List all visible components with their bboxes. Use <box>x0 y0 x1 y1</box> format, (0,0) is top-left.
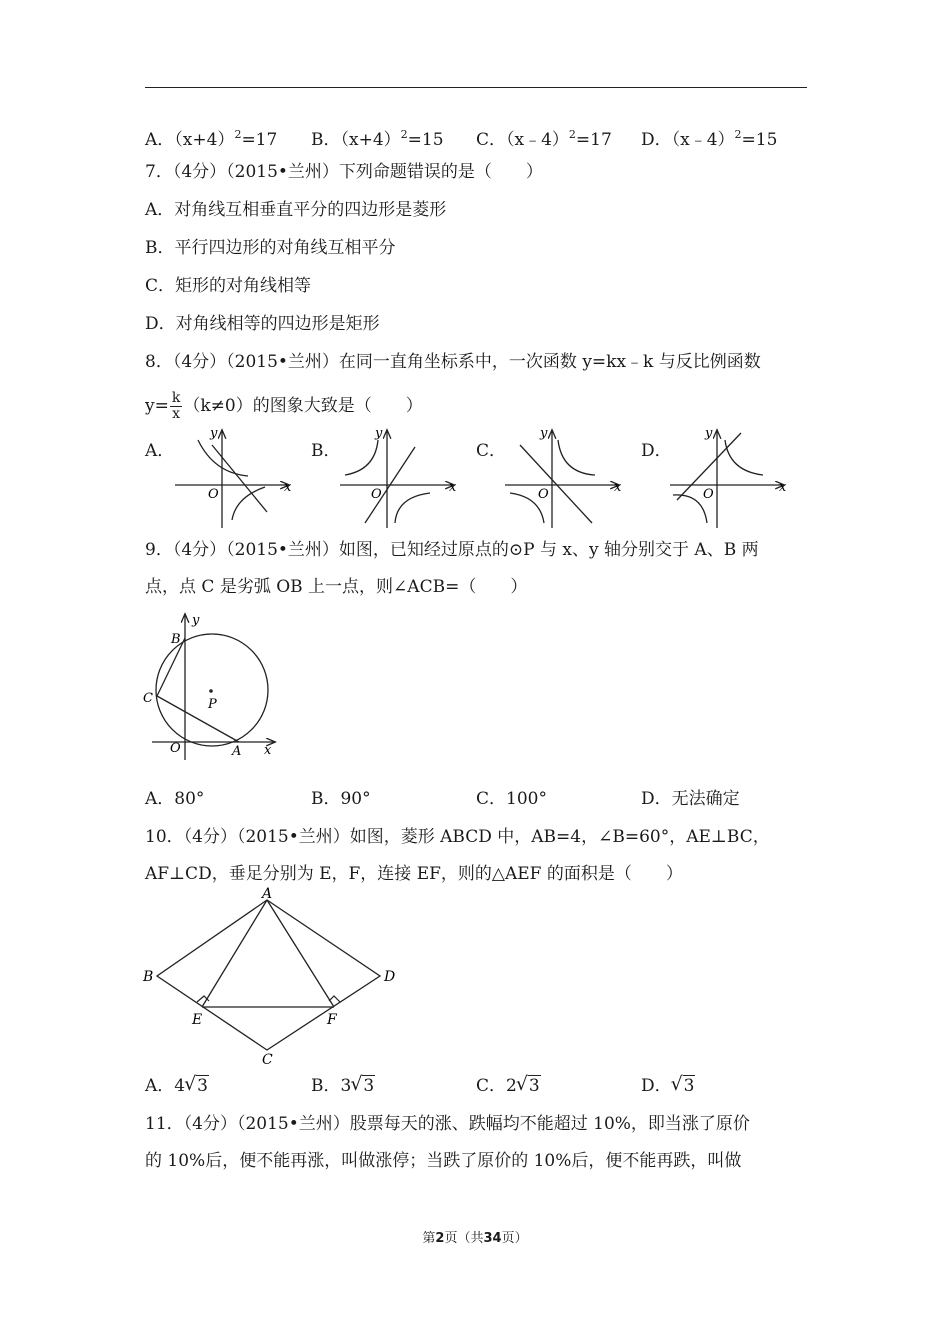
q9-option-a: A．80° <box>145 789 205 809</box>
right-angle-mark-e <box>197 996 209 1002</box>
q6-option-b: B．$(x+4)^2=15$ <box>311 128 444 150</box>
q11-line1: 11．（4分）（2015•兰州）股票每天的涨、跌幅均不能超过 10%，即当涨了原价 <box>145 1114 750 1134</box>
q8-graph-d <box>665 425 790 530</box>
q6-option-d: D．（x﹣4）$^2$=15 <box>641 128 778 150</box>
label-b: B <box>171 632 181 647</box>
q7-stem: 7．（4分）（2015•兰州）下列命题错误的是（ ） <box>145 162 543 182</box>
sqrt-symbol: √ 3 <box>185 1075 209 1097</box>
q8-option-b-label: B． <box>311 441 341 461</box>
y-axis-label: y <box>705 426 713 441</box>
x-axis-label: x <box>284 480 292 495</box>
sqrt-symbol: √ 3 <box>351 1075 375 1097</box>
q10-rhombus-figure <box>135 888 410 1068</box>
rhombus-abcd <box>157 900 380 1050</box>
label-p: P <box>208 697 217 712</box>
q7-option-a: A．对角线互相垂直平分的四边形是菱形 <box>145 200 447 220</box>
y-axis-label: y <box>375 426 383 441</box>
q10-stem-line1: 10．（4分）（2015•兰州）如图，菱形 ABCD 中，AB=4，∠B=60°，AE⊥BC， <box>145 827 770 847</box>
label-y: y <box>192 613 200 628</box>
q10-stem-line2: AF⊥CD，垂足分别为 E，F，连接 EF，则的△AEF 的面积是（ ） <box>145 864 683 884</box>
y-axis-label: y <box>540 426 548 441</box>
hyperbola-branch <box>725 440 763 475</box>
origin-label: O <box>371 487 382 502</box>
q8-graph-a <box>170 425 295 530</box>
q9-stem-line2: 点，点 C 是劣弧 OB 上一点，则∠ACB=（ ） <box>145 577 528 597</box>
q8-option-a-label: A． <box>145 441 175 461</box>
q8-stem-line2: y= $\frac{k}{x}$ （k≠0）的图象大致是（ ） <box>145 390 423 422</box>
origin-label: O <box>538 487 549 502</box>
q10-option-a: A．4√ 3 <box>145 1075 209 1097</box>
q8-option-d-label: D． <box>641 441 672 461</box>
q10-option-c: C．2√ 3 <box>476 1075 541 1097</box>
label-a: A <box>232 744 242 759</box>
linear-function-line <box>520 445 592 523</box>
center-point-p <box>209 689 213 693</box>
page-footer: 第2页（共34页） <box>422 1231 528 1246</box>
segment-af <box>267 900 334 1007</box>
origin-label: O <box>703 487 714 502</box>
hyperbola-branch <box>395 493 430 523</box>
y-axis-label: y <box>210 426 218 441</box>
q8-graph-c <box>500 425 625 530</box>
label-x: x <box>264 743 272 758</box>
q9-option-c: C．100° <box>476 789 547 809</box>
label-b: B <box>143 969 154 985</box>
segment-ae <box>202 900 267 1007</box>
header-rule <box>145 87 807 88</box>
sqrt-symbol: √ 3 <box>517 1075 541 1097</box>
segment-ca <box>157 696 239 742</box>
q7-option-c: C．矩形的对角线相等 <box>145 276 312 296</box>
x-axis-label: x <box>779 480 787 495</box>
q8-option-c-label: C． <box>476 441 507 461</box>
q9-stem-line1: 9．（4分）（2015•兰州）如图，已知经过原点的⊙P 与 x、y 轴分别交于 A、B 两 <box>145 540 759 560</box>
label-e: E <box>192 1012 203 1028</box>
x-axis-label: x <box>614 480 622 495</box>
label-o: O <box>170 741 181 756</box>
label-d: D <box>384 969 396 985</box>
label-c: C <box>143 691 153 706</box>
q8-stem-line1: 8．（4分）（2015•兰州）在同一直角坐标系中，一次函数 y=kx﹣k 与反比例函数 <box>145 352 761 372</box>
linear-function-line <box>212 445 267 512</box>
q8-graph-b <box>335 425 460 530</box>
label-f: F <box>327 1012 337 1028</box>
label-c: C <box>262 1052 273 1068</box>
q9-circle-figure <box>140 612 285 762</box>
q7-option-d: D．对角线相等的四边形是矩形 <box>145 314 380 334</box>
q7-option-b: B．平行四边形的对角线互相平分 <box>145 238 396 258</box>
q10-option-d: D．√ 3 <box>641 1075 695 1097</box>
q6-option-c: C．（x﹣4）$^2$=17 <box>476 128 612 150</box>
x-axis-label: x <box>449 480 457 495</box>
hyperbola-branch <box>345 440 378 475</box>
hyperbola-branch <box>558 440 595 475</box>
q11-line2: 的 10%后，便不能再涨，叫做涨停；当跌了原价的 10%后，便不能再跌，叫做 <box>145 1151 742 1171</box>
q10-option-b: B．3√ 3 <box>311 1075 375 1097</box>
q9-option-d: D．无法确定 <box>641 789 740 809</box>
label-a: A <box>262 886 273 902</box>
k-over-x-fraction: $\frac{k}{x}$ <box>171 390 181 422</box>
origin-label: O <box>208 487 219 502</box>
q6-option-a: A．$(x+4)^2=17$ <box>145 128 278 150</box>
q9-option-b: B．90° <box>311 789 371 809</box>
sqrt-symbol: √ 3 <box>672 1075 696 1097</box>
